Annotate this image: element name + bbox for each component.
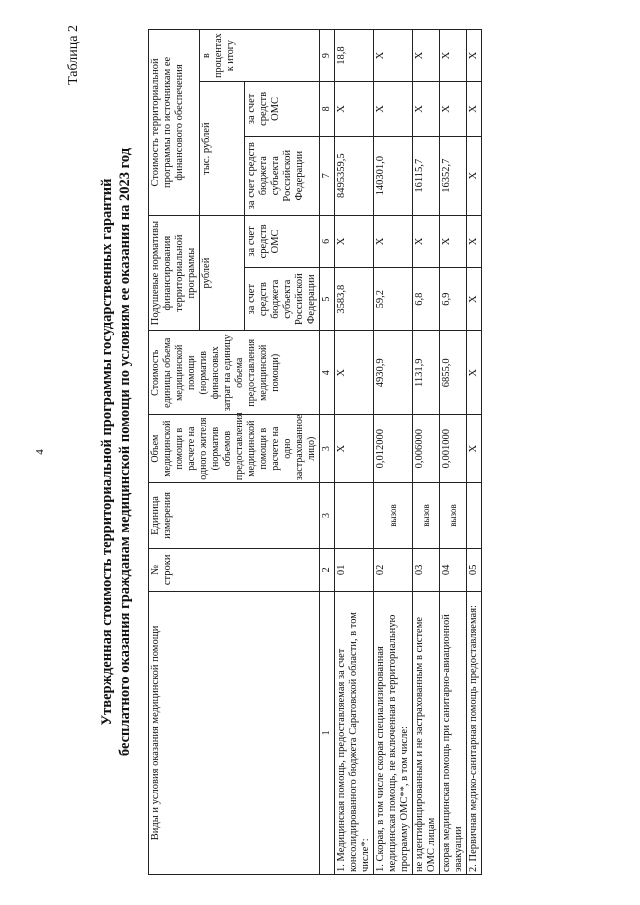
row-percent: X	[467, 30, 482, 82]
row-cost-budget: 140301,0	[374, 136, 413, 215]
row-per-capita-budget: 3583,8	[335, 267, 374, 330]
index-cell: 9	[320, 30, 335, 82]
row-per-capita-budget: 6,8	[413, 267, 440, 330]
row-percent: X	[413, 30, 440, 82]
row-volume: X	[467, 415, 482, 483]
table-row	[467, 30, 482, 875]
row-per-capita-oms: X	[467, 215, 482, 267]
row-cost-budget: 8495359,5	[335, 136, 374, 215]
row-volume: X	[335, 415, 374, 483]
header-oms-source-2: за счет средств ОМС	[245, 82, 320, 136]
header-oms-source: за счет средств ОМС	[245, 215, 320, 267]
row-volume: 0,006000	[413, 415, 440, 483]
row-unit: вызов	[413, 483, 440, 549]
row-cost-oms: X	[374, 82, 413, 136]
index-cell: 7	[320, 136, 335, 215]
table-label: Таблица 2	[66, 25, 81, 85]
index-cell: 5	[320, 267, 335, 330]
row-name: 2. Первичная медико-санитарная помощь предоставляемая:	[467, 591, 482, 874]
index-cell: 8	[320, 82, 335, 136]
index-cell: 6	[320, 215, 335, 267]
row-cost-budget: 16115,7	[413, 136, 440, 215]
page-title	[98, 17, 134, 887]
row-cost-oms: X	[467, 82, 482, 136]
title-line-2: бесплатного оказания гражданам медицинской помощи по условиям ее оказания на 2023 год	[117, 147, 133, 757]
index-cell: 1	[320, 591, 335, 874]
index-cell: 2	[320, 548, 335, 591]
page-number: 4	[34, 449, 46, 455]
row-unit	[335, 483, 374, 549]
row-number: 02	[374, 548, 413, 591]
row-cost-oms: X	[335, 82, 374, 136]
column-index-row	[320, 30, 335, 875]
title-line-1: Утвержденная стоимость территориальной программы государственных гарантий	[99, 178, 115, 726]
index-cell: 3	[320, 483, 335, 549]
header-unit-cost: Стоимость единицы объема медицинской помощи (норматив финансовых затрат на единицу объема предоставления медицинской помощи)	[149, 331, 320, 415]
index-cell: 4	[320, 331, 335, 415]
row-volume: 0,012000	[374, 415, 413, 483]
row-name: скорая медицинская помощь при санитарно-авиационной эвакуации	[440, 591, 467, 874]
row-name: 1. Скорая, в том числе скорая специализированная медицинская помощь, не включенная в территориальную программу ОМС**, в том числе:	[374, 591, 413, 874]
row-unit-cost: X	[335, 331, 374, 415]
header-row-number: № строки	[149, 548, 320, 591]
row-number: 05	[467, 548, 482, 591]
row-per-capita-budget: 6,9	[440, 267, 467, 330]
header-budget-source: за счет средств бюджета субъекта Российской Федерации	[245, 267, 320, 330]
table-row	[374, 30, 413, 875]
row-per-capita-budget: X	[467, 267, 482, 330]
row-unit-cost: 1131,9	[413, 331, 440, 415]
table-row	[335, 30, 374, 875]
row-unit-cost: X	[467, 331, 482, 415]
row-cost-budget: 16352,7	[440, 136, 467, 215]
header-program-cost: Стоимость территориальной программы по источникам ее финансового обеспечения	[149, 30, 200, 216]
row-unit-cost: 4930,9	[374, 331, 413, 415]
row-name: не идентифицированным и не застрахованным в системе ОМС лицам	[413, 591, 440, 874]
row-per-capita-oms: X	[335, 215, 374, 267]
rotated-page	[60, 17, 580, 887]
index-cell: 3	[320, 415, 335, 483]
row-cost-oms: X	[440, 82, 467, 136]
row-unit-cost: 6855,0	[440, 331, 467, 415]
header-thousand-rubles: тыс. рублей	[200, 82, 245, 216]
header-percent: в процентах к итогу	[200, 30, 320, 82]
row-per-capita-oms: X	[374, 215, 413, 267]
row-per-capita-oms: X	[440, 215, 467, 267]
row-number: 01	[335, 548, 374, 591]
row-name: 1. Медицинская помощь, предоставляемая за счет консолидированного бюджета Саратовской области, в том числе*:	[335, 591, 374, 874]
table-row	[440, 30, 467, 875]
cost-table	[148, 29, 482, 875]
row-volume: 0,001000	[440, 415, 467, 483]
row-percent: 18,8	[335, 30, 374, 82]
row-per-capita-budget: 59,2	[374, 267, 413, 330]
row-unit	[467, 483, 482, 549]
header-budget-source-2: за счет средств бюджета субъекта Российской Федерации	[245, 136, 320, 215]
row-unit: вызов	[440, 483, 467, 549]
row-number: 04	[440, 548, 467, 591]
header-volume: Объем медицинской помощи в расчете на одного жителя (норматив объемов предоставления медицинской помощи в расчете на одно застрахованное лицо)	[149, 415, 320, 483]
row-cost-oms: X	[413, 82, 440, 136]
row-percent: X	[440, 30, 467, 82]
row-per-capita-oms: X	[413, 215, 440, 267]
table-row	[413, 30, 440, 875]
header-unit: Единица измерения	[149, 483, 320, 549]
header-rubles: рублей	[200, 215, 245, 331]
row-cost-budget: X	[467, 136, 482, 215]
row-unit: вызов	[374, 483, 413, 549]
row-percent: X	[374, 30, 413, 82]
row-number: 03	[413, 548, 440, 591]
header-per-capita: Подушевые нормативы финансирования территориальной программы	[149, 215, 200, 331]
header-kind: Виды и условия оказания медицинской помощи	[149, 591, 320, 874]
